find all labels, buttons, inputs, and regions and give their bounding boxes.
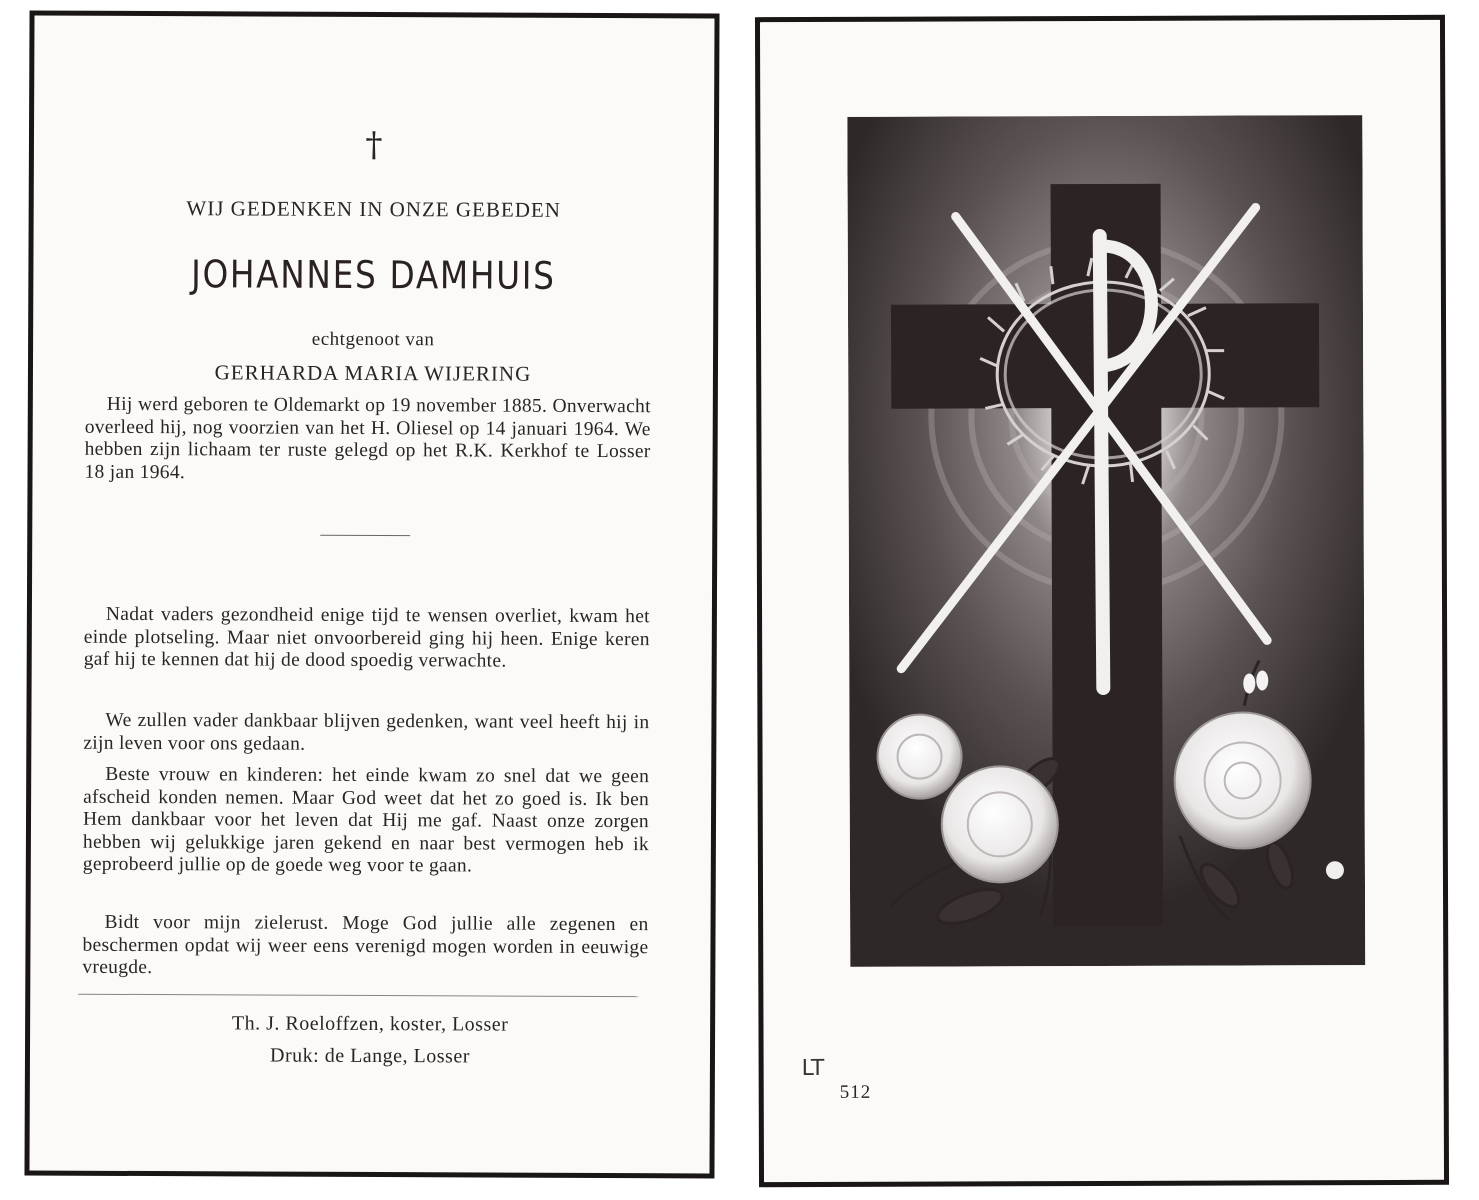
biography-paragraph: Hij werd geboren te Oldemarkt op 19 november 1885. Onverwacht overleed hij, nog voorzien van het H. Oliesel op 14 januari 1964. We hebben zijn lichaam ter ruste gelegd op het R.K. Kerkhof te Losser 18 jan 1964. bbox=[84, 393, 651, 483]
devotional-picture bbox=[847, 115, 1365, 967]
deceased-name: JOHANNES DAMHUIS bbox=[191, 252, 556, 298]
footer-koster: Th. J. Roeloffzen, koster, Losser bbox=[231, 1012, 509, 1036]
intro-line: WIJ GEDENKEN IN ONZE GEBEDEN bbox=[186, 196, 561, 222]
print-number: 512 bbox=[839, 1081, 872, 1103]
cross-icon: † bbox=[365, 124, 383, 166]
spouse-intro: echtgenoot van bbox=[311, 328, 435, 351]
body-paragraph: We zullen vader dankbaar blijven gedenken, want veel heeft hij in zijn leven voor ons gedaan. bbox=[83, 709, 650, 755]
short-divider bbox=[320, 535, 410, 536]
memorial-card-picture-side bbox=[755, 15, 1449, 1187]
printer-monogram: LT bbox=[801, 1055, 825, 1082]
spouse-name: GERHARDA MARIA WIJERING bbox=[214, 360, 532, 386]
long-divider bbox=[78, 994, 638, 997]
body-paragraph: Nadat vaders gezondheid enige tijd te wensen overliet, kwam het einde plotseling. Maar niet onvoorbereid ging hij heen. Enige keren gaf hij te kennen dat hij de dood spoedig verwachte. bbox=[83, 603, 650, 672]
body-paragraph: Beste vrouw en kinderen: het einde kwam zo snel dat we geen afscheid konden nemen. Maar God weet dat het zo goed is. Ik ben Hem dankbaar voor het leven dat Hij me gaf. Naast onze zorgen hebben wij gelukkige jaren gekend en naar best vermogen heb ik geprobeerd jullie op de goede weg voor te gaan. bbox=[82, 763, 650, 877]
footer-printer: Druk: de Lange, Losser bbox=[270, 1044, 470, 1068]
memorial-card-text-side bbox=[24, 11, 719, 1179]
body-paragraph: Bidt voor mijn zielerust. Moge God jullie alle zegenen en beschermen opdat wij weer eens verenigd mogen worden in eeuwige vreugde. bbox=[82, 911, 649, 979]
